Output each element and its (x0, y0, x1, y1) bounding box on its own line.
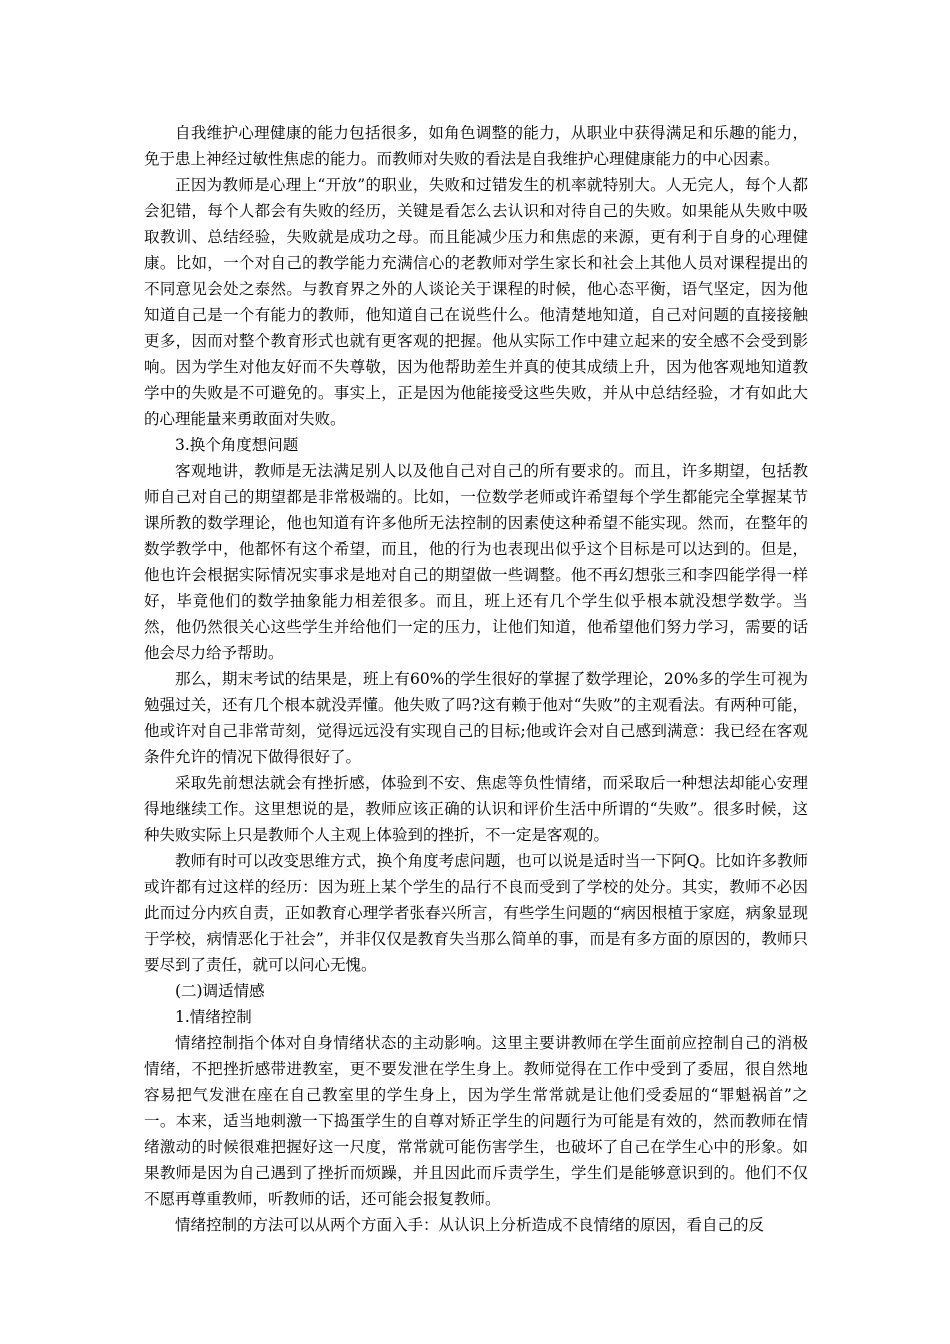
paragraph-change-thinking: 教师有时可以改变思维方式，换个角度考虑问题，也可以说是适时当一下阿Q。比如许多教师或许都有过这样的经历：因为班上某个学生的品行不良而受到了学校的处分。其实，教师不必因此而过分内疚自责，正如教育心理学者张春兴所言，有些学生问题的“病因根植于家庭，病象显现于学校，病情恶化于社会”，并非仅仅是教育失当那么简单的事，而是有多方面的原因的，教师只要尽到了责任，就可以问心无愧。 (144, 852, 808, 974)
paragraph-self-maintenance: 自我维护心理健康的能力包括很多，如角色调整的能力，从职业中获得满足和乐趣的能力，免于患上神经过敏性焦虑的能力。而教师对失败的看法是自我维护心理健康能力的中心因素。 (144, 124, 808, 168)
paragraph-exam-results: 那么，期末考试的结果是，班上有60%的学生很好的掌握了数学理论，20%多的学生可视为勉强过关，还有几个根本就没弄懂。他失败了吗?这有赖于他对“失败”的主观看法。有两种可能，他或许对自己非常苛刻，觉得远远没有实现自己的目标;他或许会对自己感到满意：我已经在客观条件允许的情况下做得很好了。 (144, 670, 808, 766)
paragraph-frustration: 采取先前想法就会有挫折感，体验到不安、焦虑等负性情绪，而采取后一种想法却能心安理得地继续工作。这里想说的是，教师应该正确的认识和评价生活中所谓的“失败”。很多时候，这种失败实际上只是教师个人主观上体验到的挫折，不一定是客观的。 (144, 774, 808, 844)
paragraph-expectations: 客观地讲，教师是无法满足别人以及他自己对自己的所有要求的。而且，许多期望，包括教师自己对自己的期望都是非常极端的。比如，一位数学老师或许希望每个学生都能完全掌握某节课所教的数学理论，他也知道有许多他所无法控制的因素使这种希望不能实现。然而，在整年的数学教学中，他都怀有这个希望，而且，他的行为也表现出似乎这个目标是可以达到的。但是，他也许会根据实际情况实事求是地对自己的期望做一些调整。他不再幻想张三和李四能学得一样好，毕竟他们的数学抽象能力相差很多。而且，班上还有几个学生似乎根本就没想学数学。当然，他仍然很关心这些学生并给他们一定的压力，让他们知道，他希望他们努力学习，需要的话他会尽力给予帮助。 (144, 462, 808, 662)
heading-change-perspective: 3.换个角度想问题 (175, 436, 299, 454)
paragraph-emotion-methods: 情绪控制的方法可以从两个方面入手：从认识上分析造成不良情绪的原因，看自己的反 (175, 1216, 765, 1234)
paragraph-failure-openness: 正因为教师是心理上“开放”的职业，失败和过错发生的机率就特别大。人无完人，每个人都会犯错，每个人都会有失败的经历，关键是看怎么去认识和对待自己的失败。如果能从失败中吸取教训、总结经验，失败就是成功之母。而且能减少压力和焦虑的来源，更有利于自身的心理健康。比如，一个对自己的教学能力充满信心的老教师对学生家长和社会上其他人员对课程提出的不同意见会处之泰然。与教育界之外的人谈论关于课程的时候，他心态平衡，语气坚定，因为他知道自己是一个有能力的教师，他知道自己在说些什么。他清楚地知道，自己对问题的直接接触更多，因而对整个教育形式也就有更客观的把握。他从实际工作中建立起来的安全感不会受到影响。因为学生对他友好而不失尊敬，因为他帮助差生并真的使其成绩上升，因为他客观地知道教学中的失败是不可避免的。事实上，正是因为他能接受这些失败，并从中总结经验，才有如此大的心理能量来勇敢面对失败。 (144, 176, 808, 428)
paragraph-emotion-control: 情绪控制指个体对自身情绪状态的主动影响。这里主要讲教师在学生面前应控制自己的消极情绪，不把挫折感带进教室，更不要发泄在学生身上。教师觉得在工作中受到了委屈，很自然地容易把气发泄在座在自己教室里的学生身上，因为学生常常就是让他们受委屈的“罪魁祸首”之一。本来，适当地刺激一下捣蛋学生的自尊对矫正学生的问题行为可能是有效的，然而教师在情绪激动的时候很难把握好这一尺度，常常就可能伤害学生，也破坏了自己在学生心中的形象。如果教师是因为自己遇到了挫折而烦躁，并且因此而斥责学生，学生们是能够意识到的。他们不仅不愿再尊重教师，听教师的话，还可能会报复教师。 (144, 1034, 808, 1208)
heading-adjust-emotion: (二)调适情感 (175, 982, 265, 1000)
heading-emotion-control: 1.情绪控制 (175, 1008, 252, 1026)
document-body (144, 120, 808, 1238)
